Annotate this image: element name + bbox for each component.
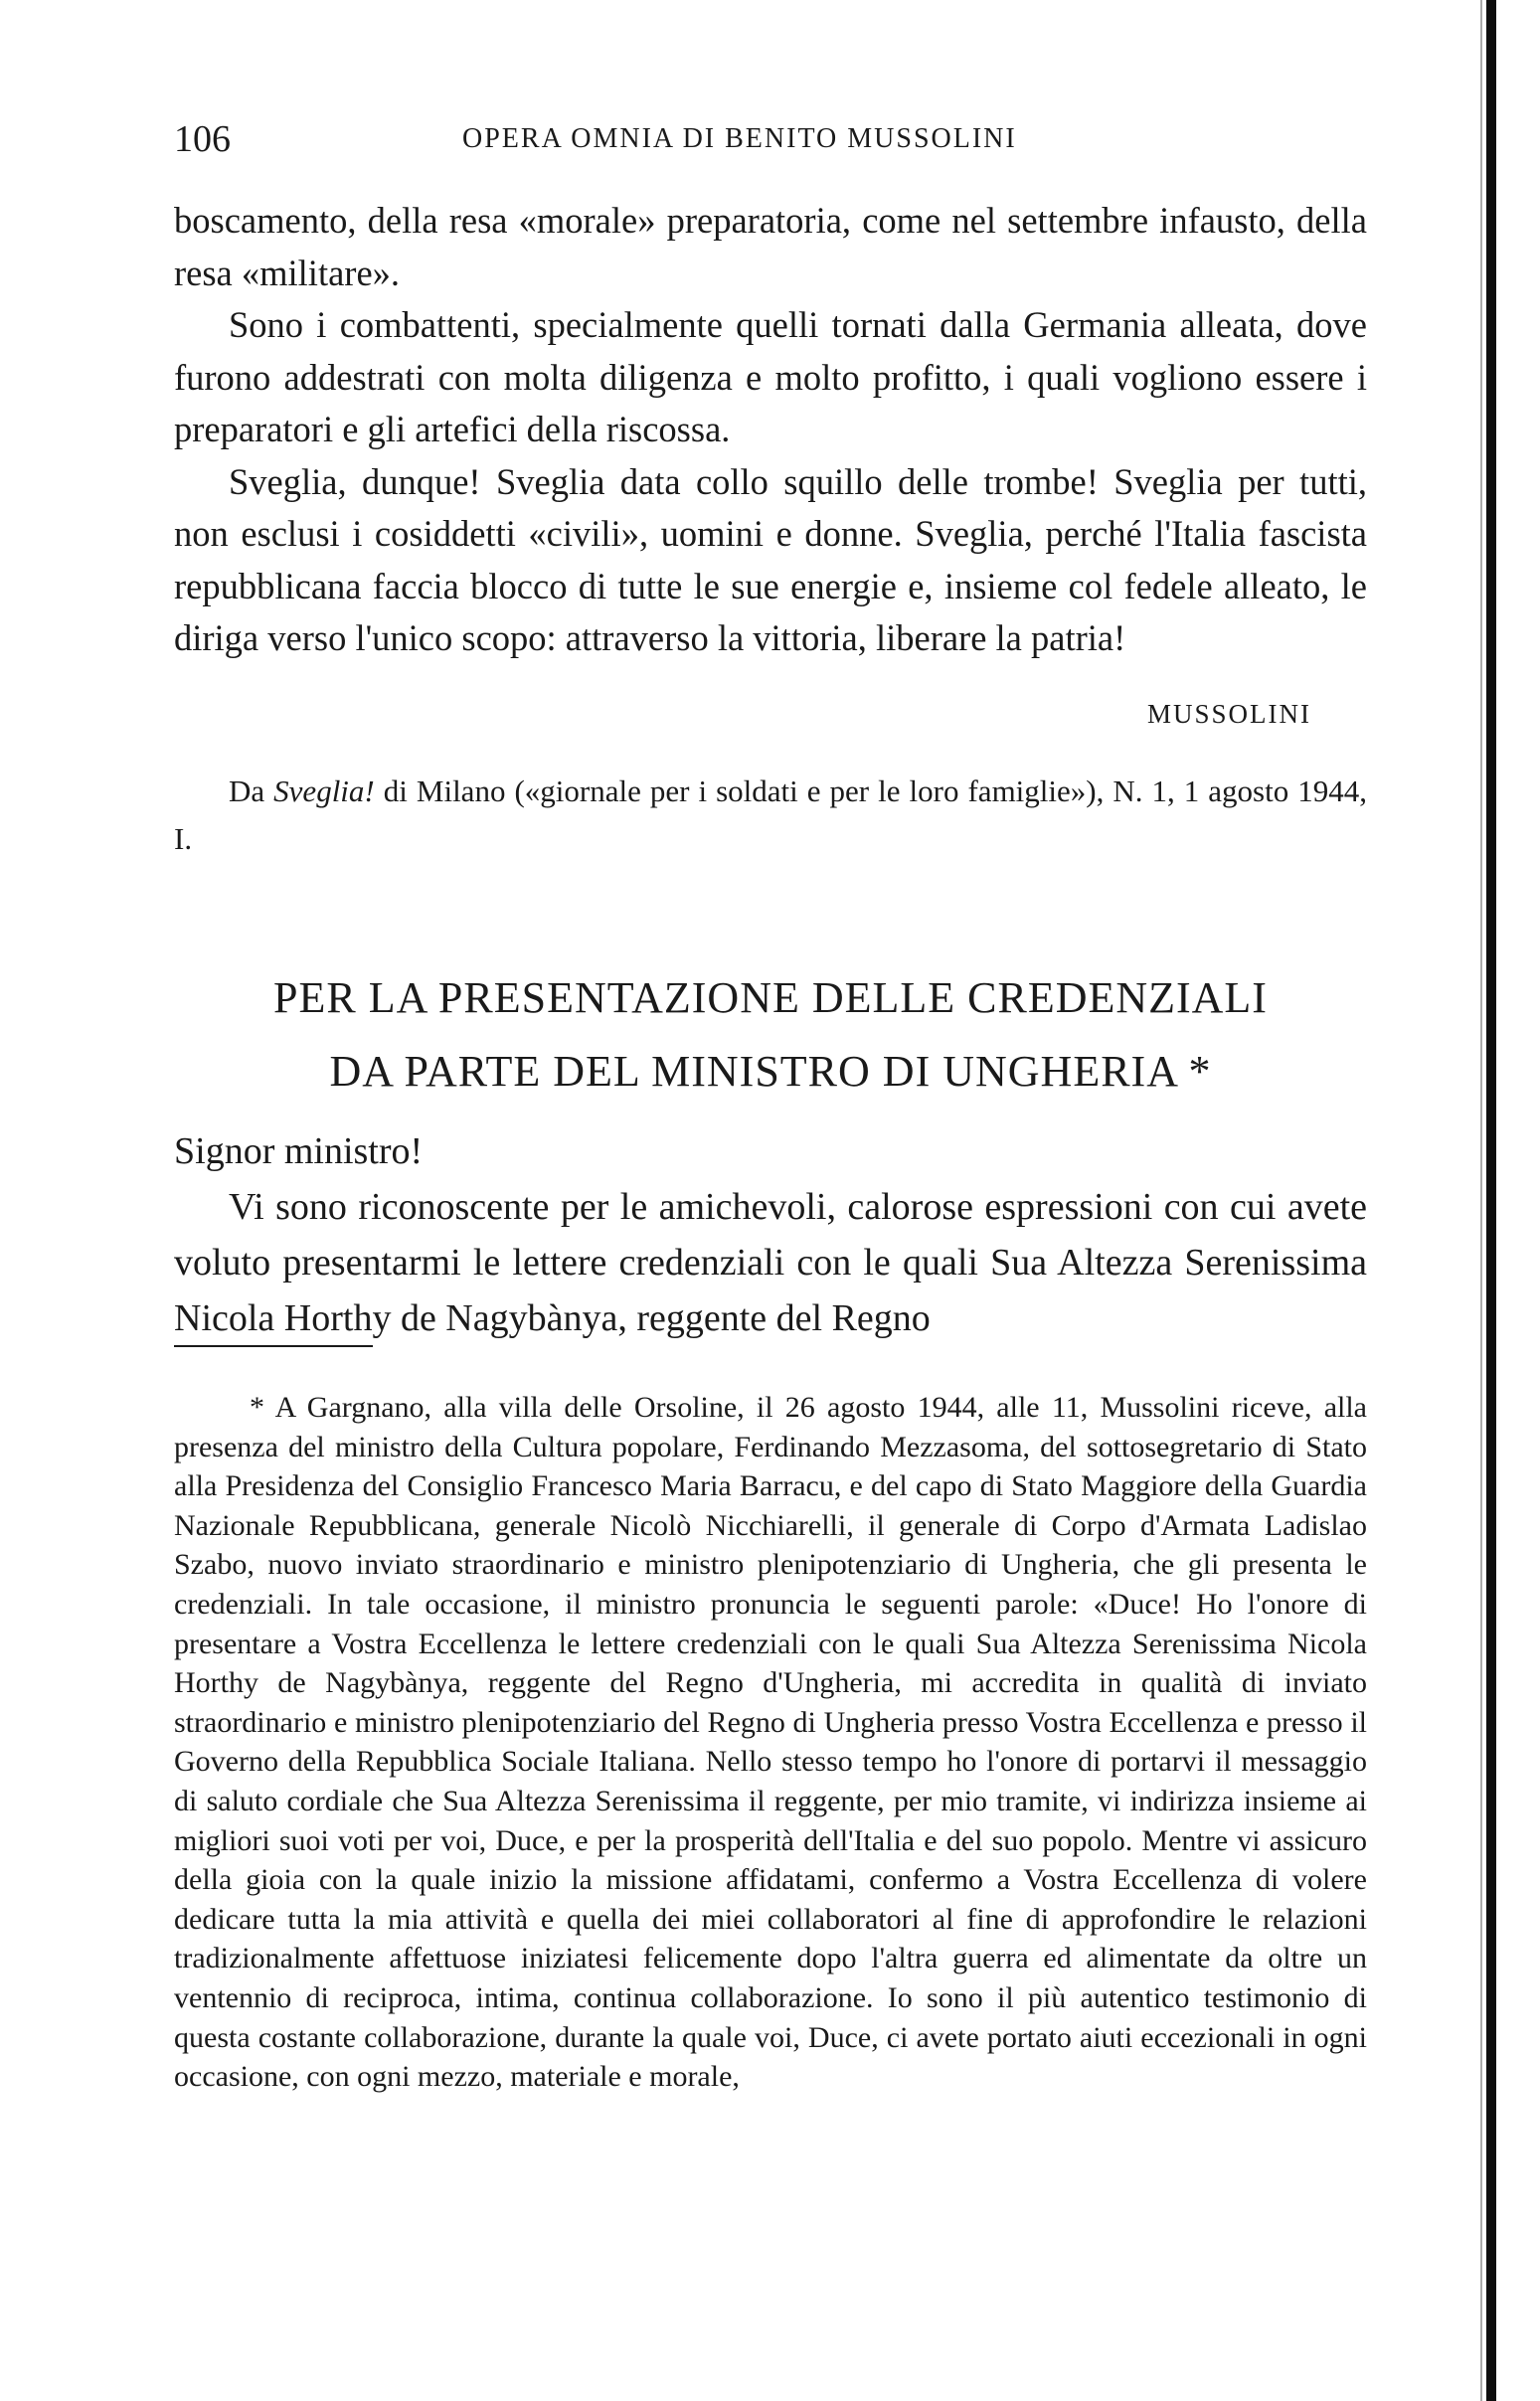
running-header bbox=[174, 117, 1367, 165]
footnote-separator bbox=[174, 1345, 373, 1347]
source-details: di Milano («giornale per i soldati e per le loro famiglie»), N. 1, 1 agosto 1944, I. bbox=[174, 773, 1367, 856]
speech-body bbox=[174, 1123, 1367, 1346]
article-continuation bbox=[174, 195, 1367, 665]
paragraph: Vi sono riconoscente per le amichevoli, calorose espressioni con cui avete voluto presentarmi le lettere credenziali con le quali Sua Altezza Serenissima Nicola Horthy de Nagybànya, reggente del Regno bbox=[174, 1186, 1367, 1339]
paragraph: boscamento, della resa «morale» preparatoria, come nel settembre infausto, della resa «militare». bbox=[174, 200, 1367, 293]
footnote-text: * A Gargnano, alla villa delle Orsoline, il 26 agosto 1944, alle 11, Mussolini riceve, alla presenza del ministro della Cultura popolare, Ferdinando Mezzasoma, del sottosegretario di Stato alla Presidenza del Consiglio Francesco Maria Barracu, e del capo di Stato Maggiore della Guardia Nazionale Repubblicana, generale Nicolò Nicchiarelli, il generale di Corpo d'Armata Ladislao Szabo, nuovo inviato straordinario e ministro plenipotenziario di Ungheria, che gli presenta le credenziali. In tale occasione, il ministro pronuncia le seguenti parole: «Duce! Ho l'onore di presentare a Vostra Eccellenza le lettere credenziali con le quali Sua Altezza Serenissima Nicola Horthy de Nagybànya, reggente del Regno d'Ungheria, mi accredita in qualità di inviato straordinario e ministro plenipotenziario del Regno di Ungheria presso Vostra Eccellenza e presso il Governo della Repubblica Sociale Italiana. Nello stesso tempo ho l'onore di portarvi il messaggio di saluto cordiale che Sua Altezza Serenissima il reggente, per mio tramite, vi indirizza insieme ai migliori suoi voti per voi, Duce, e per la prosperità dell'Italia e del suo popolo. Mentre vi assicuro della gioia con la quale inizio la missione affidatami, confermo a Vostra Eccellenza di volere dedicare tutta la mia attività e quella dei miei collaboratori al fine di approfondire le relazioni tradizionalmente affettuose iniziatesi felicemente dopo l'altra guerra ed alimentate da oltre un ventennio di reciproca, intima, continua collaborazione. Io sono il più autentico testimonio di questa costante collaborazione, durante la quale voi, Duce, ci avete portato aiuti eccezionali in ogni occasione, con ogni mezzo, materiale e morale, bbox=[174, 1391, 1367, 2094]
source-prefix: Da bbox=[229, 773, 274, 808]
page-number: 106 bbox=[174, 118, 231, 160]
page-edge-shadow bbox=[1486, 0, 1496, 2401]
article-heading bbox=[174, 961, 1367, 1109]
paragraph: Sono i combattenti, specialmente quelli tornati dalla Germania alleata, dove furono addestrati con molta diligenza e molto profitto, i quali vogliono essere i preparatori e gli artefici della riscossa. bbox=[174, 304, 1367, 449]
source-citation bbox=[174, 768, 1367, 863]
author-signature: MUSSOLINI bbox=[1146, 699, 1311, 729]
running-title: OPERA OMNIA DI BENITO MUSSOLINI bbox=[462, 123, 1017, 154]
salutation: Signor ministro! bbox=[174, 1130, 424, 1172]
page-edge-line bbox=[1480, 0, 1482, 2401]
source-publication: Sveglia! bbox=[273, 773, 375, 808]
heading-line-1: PER LA PRESENTAZIONE DELLE CREDENZIALI bbox=[273, 973, 1268, 1022]
footnote bbox=[174, 1388, 1367, 2097]
heading-line-2: DA PARTE DEL MINISTRO DI UNGHERIA * bbox=[329, 1047, 1212, 1096]
paragraph: Sveglia, dunque! Sveglia data collo squillo delle trombe! Sveglia per tutti, non esclusi i cosiddetti «civili», uomini e donne. Sveglia, perché l'Italia fascista repubblicana faccia blocco di tutte le sue energie e, insieme col fedele alleato, le diriga verso l'unico scopo: attraverso la vittoria, liberare la patria! bbox=[174, 460, 1367, 658]
